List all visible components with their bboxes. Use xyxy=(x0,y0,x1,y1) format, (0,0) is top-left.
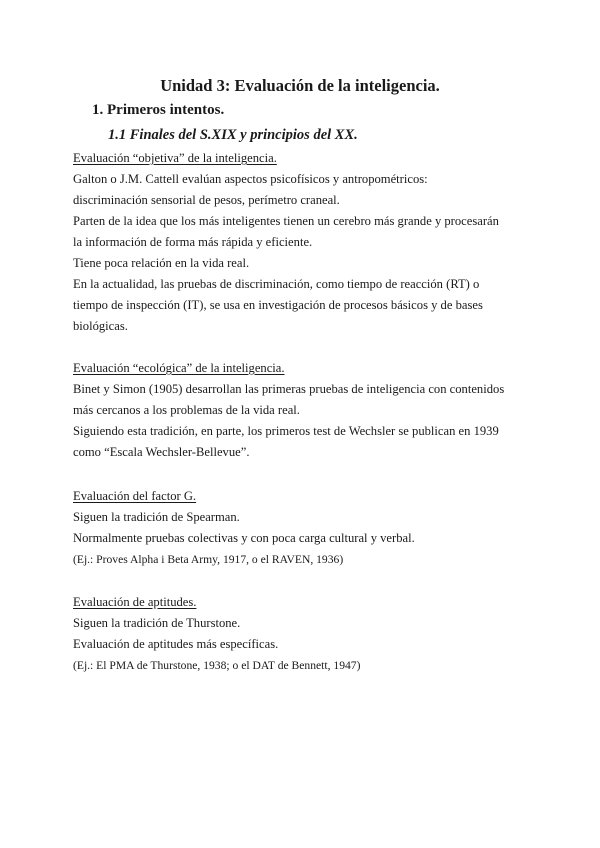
document-title: Unidad 3: Evaluación de la inteligencia. xyxy=(160,76,440,95)
paragraph-line: la información de forma más rápida y eficiente. xyxy=(73,235,313,249)
paragraph-line: más cercanos a los problemas de la vida real. xyxy=(73,403,300,417)
paragraph-line: como “Escala Wechsler-Bellevue”. xyxy=(73,445,250,459)
block-heading: Evaluación “ecológica” de la inteligencia. xyxy=(73,361,285,375)
example-note: (Ej.: Proves Alpha i Beta Army, 1917, o el RAVEN, 1936) xyxy=(73,553,344,566)
paragraph-line: Parten de la idea que los más inteligentes tienen un cerebro más grande y procesarán xyxy=(73,214,499,228)
paragraph-line: Evaluación de aptitudes más específicas. xyxy=(73,637,279,651)
block-heading: Evaluación “objetiva” de la inteligencia. xyxy=(73,151,277,165)
block-objective-evaluation xyxy=(73,148,543,337)
section-heading xyxy=(92,102,224,119)
block-heading: Evaluación del factor G. xyxy=(73,489,197,503)
paragraph-line: biológicas. xyxy=(73,319,128,333)
paragraph-line: Normalmente pruebas colectivas y con poca carga cultural y verbal. xyxy=(73,531,415,545)
subsection-heading: 1.1 Finales del S.XIX y principios del XX. xyxy=(108,127,358,143)
block-aptitude-evaluation xyxy=(73,592,543,676)
paragraph-line: Binet y Simon (1905) desarrollan las primeras pruebas de inteligencia con contenidos xyxy=(73,382,505,396)
section-title: Primeros intentos. xyxy=(107,102,225,118)
example-note: (Ej.: El PMA de Thurstone, 1938; o el DAT de Bennett, 1947) xyxy=(73,659,361,672)
paragraph-line: Siguen la tradición de Spearman. xyxy=(73,510,240,524)
paragraph-line: En la actualidad, las pruebas de discriminación, como tiempo de reacción (RT) o xyxy=(73,277,480,291)
section-number: 1. xyxy=(92,102,104,118)
paragraph-line: Siguiendo esta tradición, en parte, los primeros test de Wechsler se publican en 1939 xyxy=(73,424,499,438)
paragraph-line: tiempo de inspección (IT), se usa en investigación de procesos básicos y de bases xyxy=(73,298,483,312)
paragraph-line: discriminación sensorial de pesos, perímetro craneal. xyxy=(73,193,340,207)
block-ecological-evaluation xyxy=(73,358,543,463)
block-g-factor-evaluation xyxy=(73,486,543,570)
block-heading: Evaluación de aptitudes. xyxy=(73,595,197,609)
paragraph-line: Siguen la tradición de Thurstone. xyxy=(73,616,241,630)
paragraph-line: Galton o J.M. Cattell evalúan aspectos psicofísicos y antropométricos: xyxy=(73,172,428,186)
paragraph-line: Tiene poca relación en la vida real. xyxy=(73,256,250,270)
